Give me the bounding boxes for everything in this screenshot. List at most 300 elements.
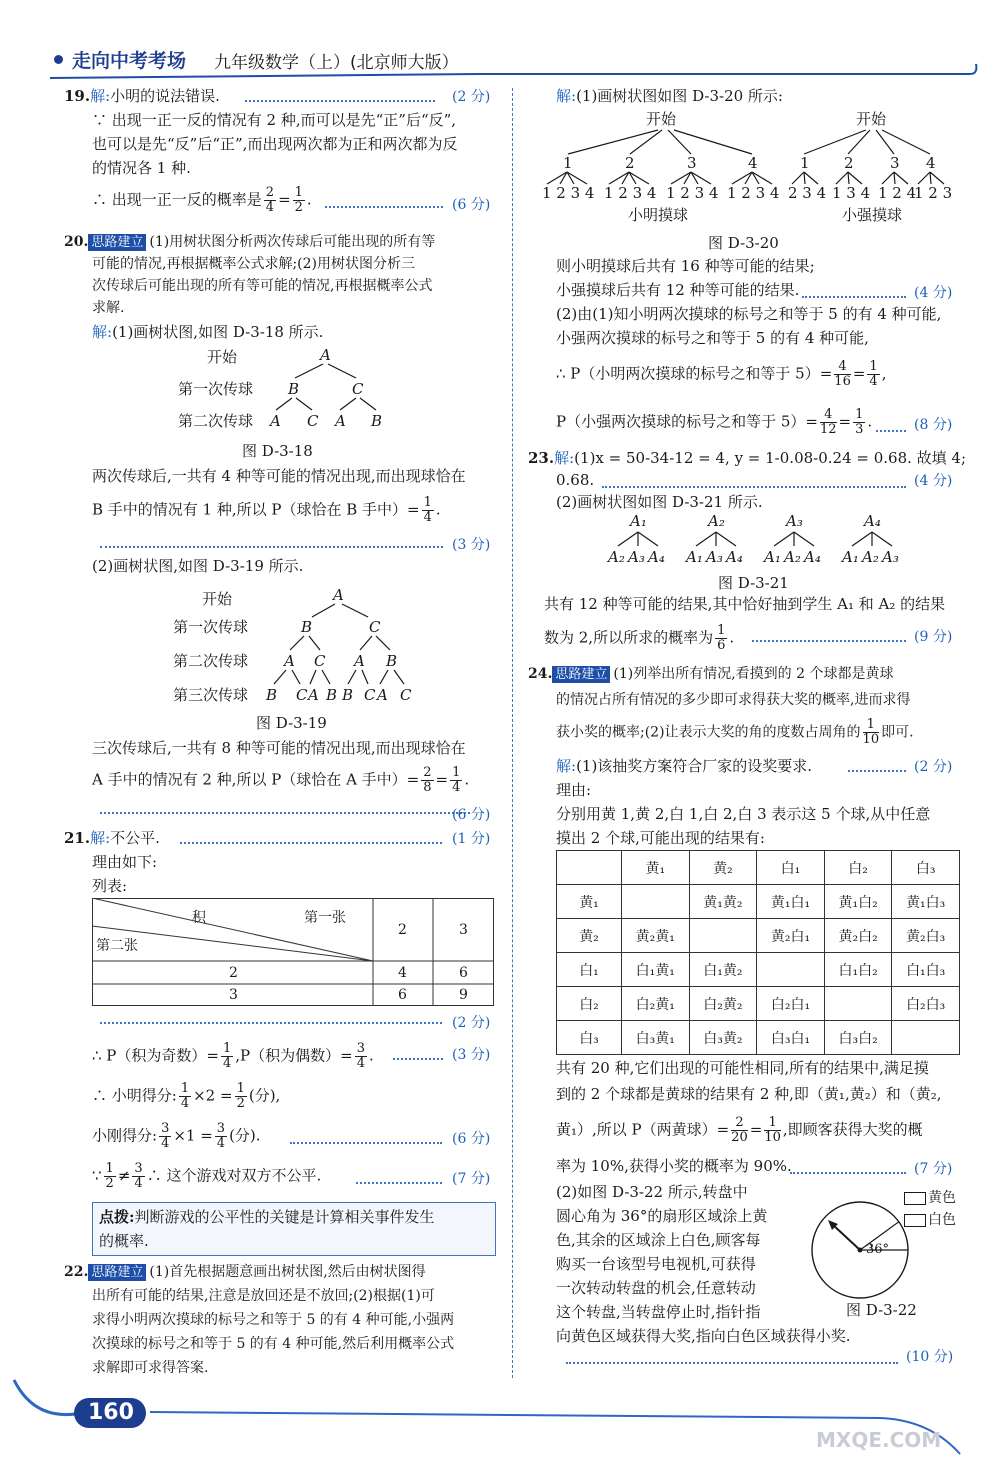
tree18-n1-1: C (352, 380, 364, 398)
q20-a3-frac: $\frac{1}{4}$ (423, 495, 432, 525)
q23-leader2 (752, 640, 906, 642)
tree18-n2-2: A (335, 412, 346, 430)
q23-line5 (544, 624, 734, 653)
legend-white-swatch (904, 1214, 926, 1227)
q21-xm-frac2: $\frac{1}{2}$ (236, 1081, 245, 1111)
q24-b3 (556, 1116, 923, 1145)
tree21-c-1-2: A₄ (726, 548, 743, 566)
r-q22-p1-eq: = (852, 364, 866, 383)
q24-c1: (2)如图 D-3-22 所示,转盘中 (556, 1183, 748, 1201)
tree18-l2: 第二次传球 (178, 412, 254, 430)
tree-d-3-20 (536, 106, 966, 254)
q24-cell: 黄₁白₃ (892, 885, 960, 919)
tree20-l1-0: 1 (563, 154, 573, 172)
q24-hint1-text: (1)列举出所有情况,看摸到的 2 个球都是黄球 (613, 666, 894, 682)
q24-cell: 黄₂白₁ (757, 919, 825, 953)
q20-hint2: 可能的情况,再根据概率公式求解;(2)用树状图分析三 (92, 256, 415, 272)
q20-b3 (92, 766, 469, 795)
tree21-caption: 图 D-3-21 (718, 574, 789, 592)
q24-b2: 到的 2 个球都是黄球的结果有 2 种,即（黄₁,黄₂）和（黄₂, (556, 1085, 942, 1103)
q20-leader2 (100, 812, 470, 814)
tree20-l2-0: 1 2 3 4 (542, 184, 595, 202)
legend-white-label: 白色 (928, 1212, 956, 1228)
q21-p-pre: ∴ P（积为奇数）= (92, 1046, 219, 1065)
tree19-root: A (333, 586, 344, 604)
q24-cell: 白₂ (557, 987, 622, 1021)
q21-conc-pre: ∵ (92, 1166, 102, 1185)
q24-leader1 (848, 770, 906, 772)
q21-conc-neq: ≠ (117, 1166, 131, 1185)
r-q22-p2-pre: P（小强两次摸球的标号之和等于 5）= (556, 412, 818, 431)
q24-cell: 白₃黄₁ (622, 1021, 690, 1055)
q24-c7: 向黄色区域获得大奖,指向白色区域获得小奖. (556, 1327, 851, 1345)
q21-score5: (7 分) (452, 1171, 491, 1187)
tree19-start: 开始 (202, 590, 233, 608)
q24-score3: (10 分) (906, 1349, 954, 1365)
tree20-l1-1: 2 (625, 154, 635, 172)
header-rule (40, 60, 980, 80)
spinner-angle: 36° (866, 1242, 890, 1257)
q19-frac2: $\frac{1}{2}$ (294, 185, 303, 215)
q20-b3-frac2: $\frac{1}{4}$ (452, 765, 461, 795)
tree20-l2-2: 1 2 3 4 (666, 184, 719, 202)
q24-hint1 (528, 664, 893, 684)
q24-c2: 圆心角为 36°的扇形区域涂上黄 (556, 1207, 768, 1225)
q20-hint1 (64, 232, 435, 252)
tree20-l1-2: 3 (687, 154, 697, 172)
tree19-n2-0: A (284, 652, 295, 670)
tree18-l1: 第一次传球 (178, 380, 254, 398)
q21-row1-label: 2 (229, 965, 238, 981)
q23-score1: (4 分) (914, 473, 953, 489)
tree19-n3-3: B (326, 686, 338, 704)
tree20-r1-2: 3 (890, 154, 900, 172)
r-q22-a1 (556, 86, 783, 106)
tree21-c-2-0: A₁ (764, 548, 781, 566)
tree18-n1-0: B (288, 380, 300, 398)
q21-diag-bottom: 第二张 (96, 938, 138, 954)
q24-cell: 白₂黄₂ (689, 987, 757, 1021)
q21-p-line (92, 1042, 374, 1071)
tree18-root: A (320, 346, 331, 364)
q21-row1-c1: 4 (398, 965, 407, 981)
tree20-l2-1: 1 2 3 4 (604, 184, 657, 202)
spinner-caption: 图 D-3-22 (846, 1301, 917, 1319)
r-q22-score1: (4 分) (914, 285, 953, 301)
q24-th-2: 黄₂ (689, 851, 757, 885)
q19-end: . (306, 190, 312, 209)
r-q22-leader1 (802, 296, 906, 298)
q19-line3: 也可以是先“反”后“正”,而出现两次都为正和两次都为反 (92, 135, 458, 153)
q24-cell: 黄₂白₃ (892, 919, 960, 953)
q23-line3: (2)画树状图如图 D-3-21 所示. (556, 493, 763, 511)
q19-leader (245, 100, 435, 102)
tree21-root-1: A₂ (708, 512, 725, 530)
tree21-c-1-0: A₁ (686, 548, 703, 566)
q21-xg-end: (分). (229, 1126, 261, 1145)
q24-cell: 白₂白₃ (892, 987, 960, 1021)
q24-cell (757, 953, 825, 987)
q21-p-frac1: $\frac{1}{4}$ (222, 1041, 232, 1071)
q20-b2: 三次传球后,一共有 8 种等可能的情况出现,而出现球恰在 (92, 739, 466, 757)
legend-yellow-swatch (904, 1192, 926, 1205)
q19-jie: 解: (90, 87, 111, 105)
r-q22-a3: 小强摸球后共有 12 种等可能的结果. (556, 281, 800, 299)
q20-jie: 解: (92, 323, 113, 341)
q20-tag: 思路建立 (88, 234, 146, 251)
r-q22-jie: 解: (556, 87, 577, 105)
q21-leader2 (100, 1022, 442, 1024)
q21-col-2: 2 (398, 922, 407, 938)
tree21-c-0-1: A₃ (628, 548, 645, 566)
r-q22-leader2 (876, 430, 906, 432)
q21-note-box (92, 1202, 496, 1256)
q24-b3-frac1: $\frac{2}{20}$ (731, 1115, 748, 1145)
q20-number: 20. (64, 234, 89, 250)
q21-table-grid (92, 898, 494, 1006)
q21-conc-end: ∴ 这个游戏对双方不公平. (146, 1166, 322, 1185)
q20-a2: 两次传球后,一共有 4 种等可能的情况出现,而出现球恰在 (92, 467, 466, 485)
q24-hint3-frac: $\frac{1}{10}$ (862, 717, 880, 747)
q21-conc (92, 1162, 321, 1191)
q23-line1-text: (1)x = 50-34-12 = 4, y = 1-0.08-0.24 = 0.68. 故填 4; (574, 449, 967, 467)
tree21-root-2: A₃ (786, 512, 803, 530)
q20-hint3: 次传球后可能出现的所有等可能的情况,再根据概率公式 (92, 278, 433, 294)
q21-xg-pre: 小刚得分: (92, 1126, 158, 1145)
r-q22-a5: 小强两次摸球的标号之和等于 5 的有 4 种可能, (556, 329, 869, 347)
column-divider (512, 88, 513, 1378)
q24-c6: 这个转盘,当转盘停止时,指针指 (556, 1303, 761, 1321)
q24-cell (689, 919, 757, 953)
tree19-n1-0: B (301, 618, 313, 636)
q20-score2: (6 分) (452, 807, 491, 823)
tree21-c-2-2: A₄ (804, 548, 821, 566)
q24-hint3 (556, 718, 914, 747)
q20-a1 (92, 322, 323, 342)
q24-cell: 黄₂白₂ (824, 919, 892, 953)
q24-cell (892, 1021, 960, 1055)
r-q22-a4: (2)由(1)知小明两次摸球的标号之和等于 5 的有 4 种可能, (556, 305, 942, 323)
q23-frac: $\frac{1}{6}$ (717, 623, 726, 653)
tree19-l2: 第二次传球 (173, 652, 249, 670)
q21-row1-c2: 6 (459, 965, 468, 981)
q22-hint1-text: (1)首先根据题意画出树状图,然后由树状图得 (149, 1264, 426, 1280)
q24-jie: 解: (556, 757, 577, 775)
q24-c3: 色,其余的区域涂上白色,顾客每 (556, 1231, 761, 1249)
q24-cell: 白₂白₁ (757, 987, 825, 1021)
q23-line5-text: 数为 2,所以所求的概率为 (544, 628, 714, 647)
tree19-n2-3: B (386, 652, 398, 670)
q21-score1: (1 分) (452, 831, 491, 847)
q24-hint3-end: 即可. (881, 724, 914, 741)
q20-b3-eq: = (435, 770, 449, 789)
q22-tag: 思路建立 (88, 1264, 146, 1281)
q21-score4: (6 分) (452, 1131, 491, 1147)
q21-leader3 (393, 1058, 443, 1060)
tree21-c-3-1: A₂ (862, 548, 879, 566)
q21-note-label: 点拨: (99, 1208, 135, 1226)
q21-xm-frac1: $\frac{1}{4}$ (180, 1081, 190, 1111)
tree19-n1-1: C (369, 618, 381, 636)
q22-hint4: 次摸球的标号之和等于 5 的有 4 种可能,然后利用概率公式 (92, 1336, 455, 1352)
tree20-r2-1: 1 3 4 (832, 184, 871, 202)
q21-row2-c2: 9 (459, 987, 468, 1003)
tree21-c-0-2: A₄ (648, 548, 665, 566)
tree21-c-3-2: A₃ (882, 548, 899, 566)
r-q22-p1-pre: ∴ P（小明两次摸球的标号之和等于 5）= (556, 364, 833, 383)
q24-c4: 购买一台该型号电视机,可获得 (556, 1255, 756, 1273)
q21-leader1 (180, 842, 442, 844)
r-q22-p2-frac2: $\frac{1}{3}$ (855, 407, 864, 437)
q21-number: 21. (64, 829, 91, 847)
header-subtitle: 九年级数学（上）(北京师大版） (214, 53, 459, 73)
q23-jie: 解: (554, 449, 575, 467)
header-brand: 走向中考考场 (72, 50, 187, 72)
r-q22-p1-end: , (881, 364, 887, 383)
tree-d-3-21 (600, 508, 920, 594)
tree20-l2-3: 1 2 3 4 (727, 184, 780, 202)
q21-p-frac2: $\frac{3}{4}$ (356, 1041, 365, 1071)
tree19-caption: 图 D-3-19 (256, 714, 327, 732)
q23-line4: 共有 12 种等可能的结果,其中恰好抽到学生 A₁ 和 A₂ 的结果 (544, 595, 946, 613)
q19-line4: 的情况各 1 种. (92, 159, 191, 177)
q20-a1-text: (1)画树状图,如图 D-3-18 所示. (112, 323, 324, 341)
q20-hint4: 求解. (92, 300, 125, 316)
r-q22-p2-frac1: $\frac{4}{12}$ (819, 407, 837, 437)
q24-hint2: 的情况占所有情况的多少即可求得获大奖的概率,进而求得 (556, 692, 911, 708)
q24-b3-frac2: $\frac{1}{10}$ (764, 1115, 781, 1145)
r-q22-p1-frac1: $\frac{4}{16}$ (834, 359, 851, 389)
r-q22-a1-text: (1)画树状图如图 D-3-20 所示: (576, 87, 783, 105)
q21-xg-frac2: $\frac{3}{4}$ (216, 1121, 226, 1151)
r-q22-score2: (8 分) (914, 417, 953, 433)
tree19-n3-6: A (377, 686, 388, 704)
q19-line2: ∵ 出现一正一反的情况有 2 种,而可以是先“正”后“反”, (92, 111, 457, 129)
tree19-l3: 第三次传球 (173, 686, 249, 704)
q21-score2: (2 分) (452, 1015, 491, 1031)
q24-tag: 思路建立 (552, 666, 610, 683)
q19-score1: (2 分) (452, 89, 491, 105)
tree20-label-right: 小强摸球 (842, 206, 903, 224)
q24-cell: 白₁白₂ (824, 953, 892, 987)
q19-line5-text: ∴ 出现一正一反的概率是 (92, 190, 262, 209)
q24-th-0 (557, 851, 622, 885)
q22-hint1 (64, 1262, 426, 1282)
q21-conc-frac2: $\frac{3}{4}$ (134, 1161, 143, 1191)
q21-xm (92, 1082, 280, 1111)
tree19-n3-7: C (400, 686, 412, 704)
legend-yellow-label: 黄色 (928, 1190, 956, 1206)
q21-xm-mid: ×2 = (193, 1086, 233, 1105)
tree20-r1-3: 4 (926, 154, 936, 172)
r-q22-p1-frac2: $\frac{1}{4}$ (869, 359, 878, 389)
tree21-c-0-0: A₂ (608, 548, 625, 566)
q24-b3-pre: 黄₁）,所以 P（两黄球）= (556, 1120, 730, 1139)
q21-p-mid: ,P（积为偶数）= (235, 1046, 353, 1065)
q24-cell: 白₁黄₁ (622, 953, 690, 987)
q19-number: 19. (64, 87, 91, 105)
r-q22-p2-end: . (867, 412, 873, 431)
q21-xm-pre: ∴ 小明得分: (92, 1086, 177, 1105)
q24-a2: 理由: (556, 781, 592, 799)
q21-col-3: 3 (459, 922, 468, 938)
tree20-r2-3: 1 2 3 (914, 184, 953, 202)
q21-row2-c1: 6 (398, 987, 407, 1003)
q20-a3-end: . (435, 500, 441, 519)
q20-a3 (92, 496, 441, 525)
q24-number: 24. (528, 666, 553, 682)
q23-line1 (528, 448, 966, 468)
q24-score1: (2 分) (914, 759, 953, 775)
tree19-l1: 第一次传球 (173, 618, 249, 636)
q24-b3-eq: = (749, 1120, 763, 1139)
q21-line3: 列表: (92, 877, 128, 895)
q24-cell: 白₁黄₂ (689, 953, 757, 987)
q24-cell: 黄₁白₁ (757, 885, 825, 919)
q24-cell: 黄₁ (557, 885, 622, 919)
q24-leader2 (790, 1172, 906, 1174)
q24-hint3-text: 获小奖的概率;(2)让表示大奖的角的度数占周角的 (556, 724, 861, 741)
q21-xm-end: (分), (248, 1086, 281, 1105)
tree20-start-right: 开始 (856, 110, 887, 128)
q24-a1 (556, 756, 812, 776)
q24-cell (824, 987, 892, 1021)
q22-hint3: 求得小明两次摸球的标号之和等于 5 的有 4 种可能,小强两 (92, 1312, 455, 1328)
q24-th-3: 白₁ (757, 851, 825, 885)
q23-score2: (9 分) (914, 629, 953, 645)
tree18-n2-3: B (371, 412, 383, 430)
q24-th-5: 白₃ (892, 851, 960, 885)
q24-b1: 共有 20 种,它们出现的可能性相同,所有的结果中,满足摸 (556, 1059, 929, 1077)
q24-a1-text: (1)该抽奖方案符合厂家的设奖要求. (576, 757, 813, 775)
q24-cell: 黄₂黄₁ (622, 919, 690, 953)
q22-hint2: 出所有可能的结果,注意是放回还是不放回;(2)根据(1)可 (92, 1288, 435, 1304)
q19-leader2 (325, 206, 443, 208)
q24-a3: 分别用黄 1,黄 2,白 1,白 2,白 3 表示这 5 个球,从中任意 (556, 805, 931, 823)
r-q22-a2: 则小明摸球后共有 16 种等可能的结果; (556, 257, 815, 275)
tree19-n3-0: B (266, 686, 278, 704)
q19-eq: = (278, 190, 291, 209)
q19-text: 小明的说法错误. (110, 87, 220, 105)
tree18-caption: 图 D-3-18 (242, 442, 313, 460)
r-q22-p2-eq: = (838, 412, 852, 431)
q21-line1 (64, 828, 160, 848)
q21-line2: 理由如下: (92, 853, 158, 871)
tree19-n3-4: B (342, 686, 354, 704)
tree18-start: 开始 (207, 348, 238, 366)
tree21-c-2-1: A₂ (784, 548, 801, 566)
q24-cell: 白₃ (557, 1021, 622, 1055)
tree20-r2-2: 1 2 4 (878, 184, 917, 202)
tree21-c-3-0: A₁ (842, 548, 859, 566)
tree20-start-left: 开始 (646, 110, 677, 128)
q20-hint1-text: (1)用树状图分析两次传球后可能出现的所有等 (149, 234, 436, 250)
q24-cell: 白₁白₃ (892, 953, 960, 987)
r-q22-p1 (556, 360, 886, 389)
r-q22-p2 (556, 408, 872, 437)
q23-number: 23. (528, 449, 555, 467)
q21-xg (92, 1122, 261, 1151)
q24-cell: 黄₂ (557, 919, 622, 953)
tree20-r1-1: 2 (844, 154, 854, 172)
q21-note-line2: 的概率. (99, 1232, 149, 1250)
q20-b3-frac1: $\frac{2}{8}$ (423, 765, 432, 795)
tree20-r1-0: 1 (800, 154, 810, 172)
tree19-n2-2: A (354, 652, 365, 670)
q24-b3-end: ,即顾客获得大奖的概 (782, 1120, 923, 1139)
q20-score1: (3 分) (452, 537, 491, 553)
q24-cell: 黄₁黄₂ (689, 885, 757, 919)
q21-jie: 解: (90, 829, 111, 847)
q22-hint5: 求解即可求得答案. (92, 1360, 209, 1376)
q21-table (92, 898, 494, 1006)
q21-note-line1 (99, 1207, 435, 1227)
tree21-root-3: A₄ (864, 512, 881, 530)
q24-cell: 白₃黄₂ (689, 1021, 757, 1055)
spinner-figure (810, 1186, 966, 1322)
q19-line1 (64, 86, 220, 106)
q20-b3-end: . (464, 770, 470, 789)
tree19-n3-5: C (364, 686, 376, 704)
q20-b1: (2)画树状图,如图 D-3-19 所示. (92, 557, 304, 575)
tree21-c-1-1: A₃ (706, 548, 723, 566)
q21-diag-top: 积 (192, 910, 206, 926)
q24-cell: 白₃白₂ (824, 1021, 892, 1055)
q21-leader4 (290, 1142, 442, 1144)
q22-number: 22. (64, 1264, 89, 1280)
q21-conc-frac1: $\frac{1}{2}$ (105, 1161, 114, 1191)
tree-d-3-19 (170, 582, 430, 732)
tree21-root-0: A₁ (630, 512, 647, 530)
q21-diag-right: 第一张 (304, 910, 346, 926)
q23-end: . (729, 628, 735, 647)
q21-row2-label: 3 (229, 987, 238, 1003)
q24-th-1: 黄₁ (622, 851, 690, 885)
q24-b4: 率为 10%,获得小奖的概率为 90%. (556, 1157, 792, 1175)
q20-leader1 (100, 546, 443, 548)
q21-xg-mid: ×1 = (173, 1126, 213, 1145)
q24-cell: 白₃白₁ (757, 1021, 825, 1055)
q23-leader1 (602, 486, 906, 488)
watermark: MXQE.COM (816, 1428, 942, 1452)
tree20-label-left: 小明摸球 (628, 206, 689, 224)
tree19-n2-1: C (314, 652, 326, 670)
q20-a3-text: B 手中的情况有 1 种,所以 P（球恰在 B 手中）= (92, 500, 420, 519)
q21-note-text1: 判断游戏的公平性的关键是计算相关事件发生 (134, 1208, 435, 1226)
tree20-caption: 图 D-3-20 (708, 234, 779, 252)
q24-a4: 摸出 2 个球,可能出现的结果有: (556, 829, 765, 847)
q23-line2: 0.68. (556, 471, 595, 489)
page-number: 160 (88, 1400, 134, 1425)
q24-cell (622, 885, 690, 919)
page-header (0, 0, 1000, 80)
q24-cell: 白₁ (557, 953, 622, 987)
q19-line5 (92, 186, 312, 215)
q19-score2: (6 分) (452, 197, 491, 213)
q24-cell: 黄₁白₂ (824, 885, 892, 919)
q21-leader5 (356, 1182, 442, 1184)
tree18-n2-0: A (270, 412, 281, 430)
tree20-r2-0: 2 3 4 (788, 184, 827, 202)
q21-score3: (3 分) (452, 1047, 491, 1063)
q21-xg-frac1: $\frac{3}{4}$ (161, 1121, 170, 1151)
tree19-n3-1: C (296, 686, 308, 704)
q24-table (556, 850, 960, 1055)
q19-frac1: $\frac{2}{4}$ (265, 185, 275, 215)
tree20-l1-3: 4 (748, 154, 758, 172)
q24-score2: (7 分) (914, 1161, 953, 1177)
q21-p-end: . (368, 1046, 374, 1065)
